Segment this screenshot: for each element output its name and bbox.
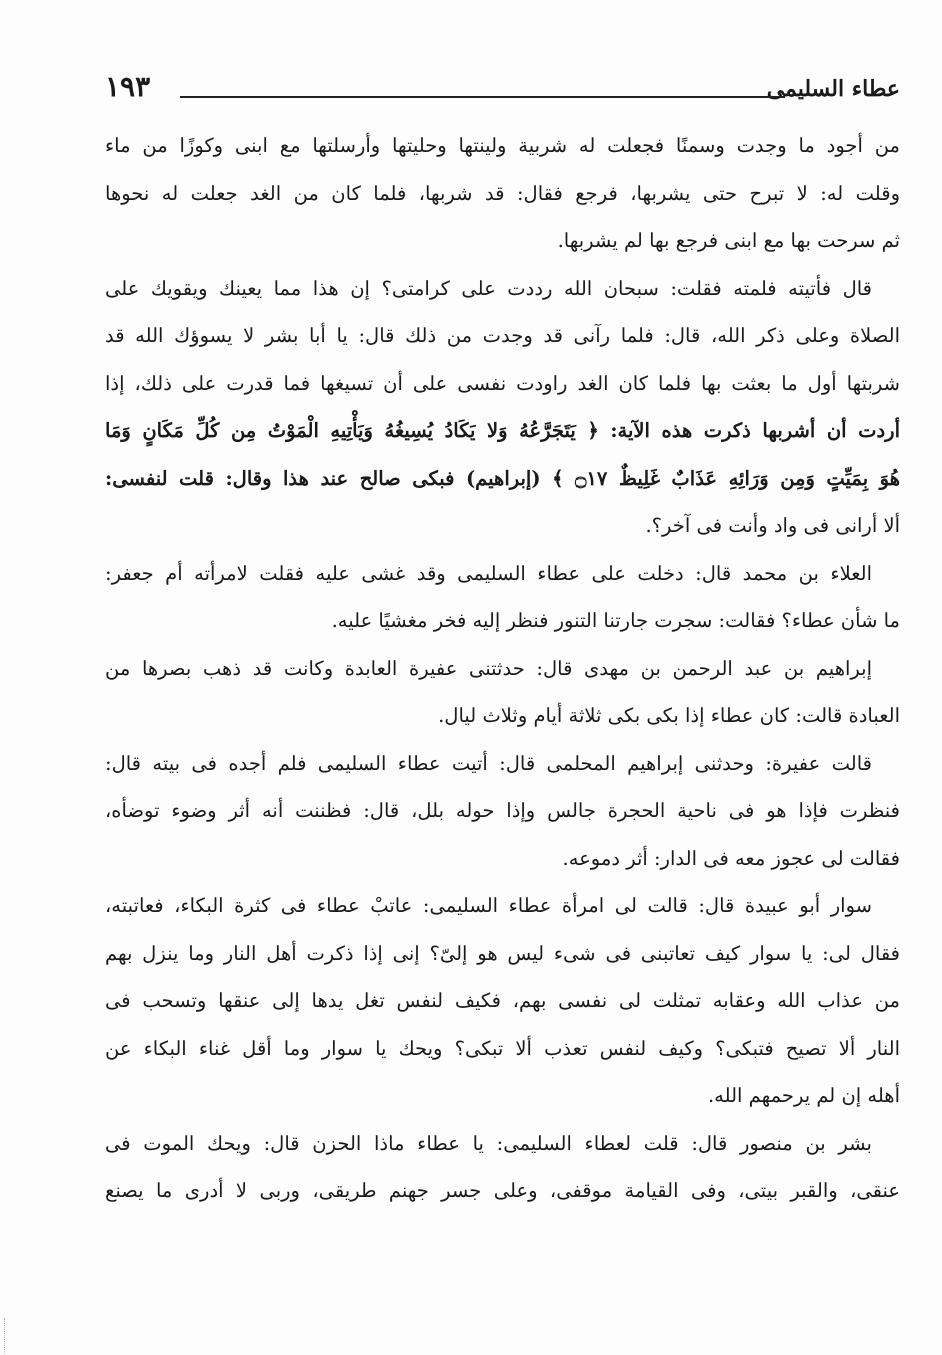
paragraph-start-line: بشر بن منصور قال: قلت لعطاء السليمى: يا عطاء ماذا الحزن قال: ويحك الموت فى [105, 1131, 872, 1155]
quran-verse-line: هُوَ بِمَيِّتٍ وَمِن وَرَائِهِ عَذَابٌ غَلِيظٌ ۝١٧ ﴾ (إبراهيم) فبكى صالح عند هذا وقال: قلت لنفسى: [105, 466, 900, 490]
text-line: ثم سرحت بها مع ابنى فرجع بها لم يشربها. [557, 229, 900, 252]
chapter-title: عطاء السليمى [766, 76, 900, 102]
text-line: الصلاة وعلى ذكر الله، قال: فلما رآنى قد وجدت من ذلك قال: يا أبا بشر لا يسوؤك الله قد [105, 324, 900, 347]
quran-verse-line: أردت أن أشربها ذكرت هذه الآية: ﴿ يَتَجَرَّعُهُ وَلا يَكَادُ يُسِيغُهُ وَيَأْتِيهِ الْمَوْتُ مِن كُلِّ مَكَانٍ وَمَا [105, 419, 900, 442]
text-line: النار ألا تصيح فتبكى؟ وكيف لنفس تعذب ألا تبكى؟ ويحك يا سوار وما أقل غناء البكاء عن [105, 1036, 900, 1060]
paragraph-start-line: قالت عفيرة: وحدثنى إبراهيم المحلمى قال: أتيت عطاء السليمى فلم أجده فى بيته قال: [105, 751, 872, 775]
text-line: العبادة قالت: كان عطاء إذا بكى بكى ثلاثة أيام وثلاث ليال. [438, 704, 900, 727]
page-number: ١٩٣ [105, 70, 151, 103]
text-line: شربتها أول ما بعثت بها فلما كان الغد راودت نفسى على أن تسيغها فما قدرت على ذلك، إذا [105, 371, 900, 395]
paragraph-start-line: العلاء بن محمد قال: دخلت على عطاء السليمى وقد غشى عليه فقلت لامرأته أم جعفر: [105, 561, 872, 585]
running-header [105, 70, 900, 110]
paragraph-start-line: قال فأتيته فلمته فقلت: سبحان الله رددت على كرامتى؟ إن هذا مما يعينك ويقويك على [105, 276, 872, 300]
text-line: أهله إن لم يرحمهم الله. [707, 1084, 900, 1107]
paragraph-start-line: إبراهيم بن عبد الرحمن بن مهدى قال: حدثتنى عفيرة العابدة وكانت قد ذهب بصرها من [105, 656, 872, 680]
body-text [105, 122, 900, 1215]
text-line: فقالت لى عجوز معه فى الدار: أثر دموعه. [562, 846, 900, 870]
text-line: عنقى، والقبر بيتى، وفى القيامة موقفى، وعلى جسر جهنم طريقى، وربى لا أدرى ما يصنع [105, 1179, 900, 1202]
text-line: فقال لى: يا سوار كيف تعاتبنى فى شىء ليس هو إلىّ؟ إنى إذا ذكرت أهل النار وما ينزل بهم [105, 941, 900, 965]
text-line: ألا أرانى فى واد وأنت فى آخر؟. [645, 514, 900, 537]
scan-margin-marks [4, 1318, 19, 1354]
text-line: من عذاب الله وعقابه تمثلت لى نفسى بهم، فكيف لنفس تغل يدها إلى عنقها وتسحب فى [105, 989, 900, 1012]
text-line: من أجود ما وجدت وسمنًا فجعلت له شربية ولينتها وحليتها وأرسلتها مع ابنى وكوزًا من ماء [105, 134, 900, 157]
header-rule [180, 96, 785, 98]
text-line: فنظرت فإذا هو فى ناحية الحجرة جالس وإذا حوله بلل، قال: فظننت أنه أثر وضوء توضأه، [105, 799, 900, 822]
text-line: وقلت له: لا تبرح حتى يشربها، فرجع فقال: قد شربها، فلما كان من الغد جعلت له نحوها [105, 181, 900, 205]
text-line: ما شأن عطاء؟ فقالت: سجرت جارتنا التنور فنظر إليه فخر مغشيًا عليه. [331, 609, 900, 632]
paragraph-start-line: سوار أبو عبيدة قال: قالت لى امرأة عطاء السليمى: عاتبْ عطاء فى كثرة البكاء، فعاتبته، [105, 894, 872, 917]
